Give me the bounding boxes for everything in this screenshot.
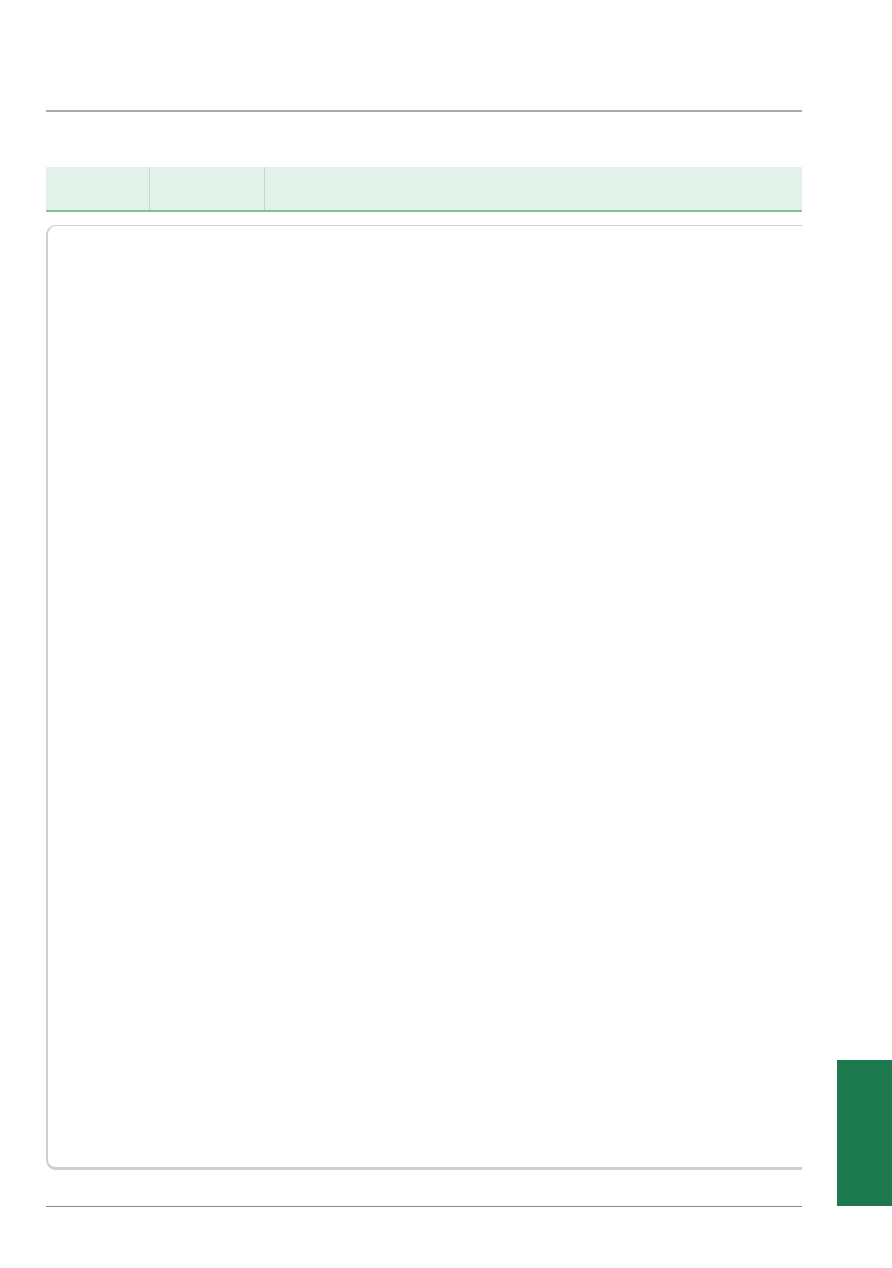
table-header bbox=[46, 167, 802, 212]
table-body bbox=[46, 225, 802, 1170]
col-model bbox=[150, 167, 265, 210]
header-divider bbox=[46, 110, 802, 112]
side-tab bbox=[837, 1060, 892, 1206]
footer-divider bbox=[46, 1206, 802, 1207]
col-drawing bbox=[265, 167, 802, 210]
col-picture bbox=[46, 167, 150, 210]
